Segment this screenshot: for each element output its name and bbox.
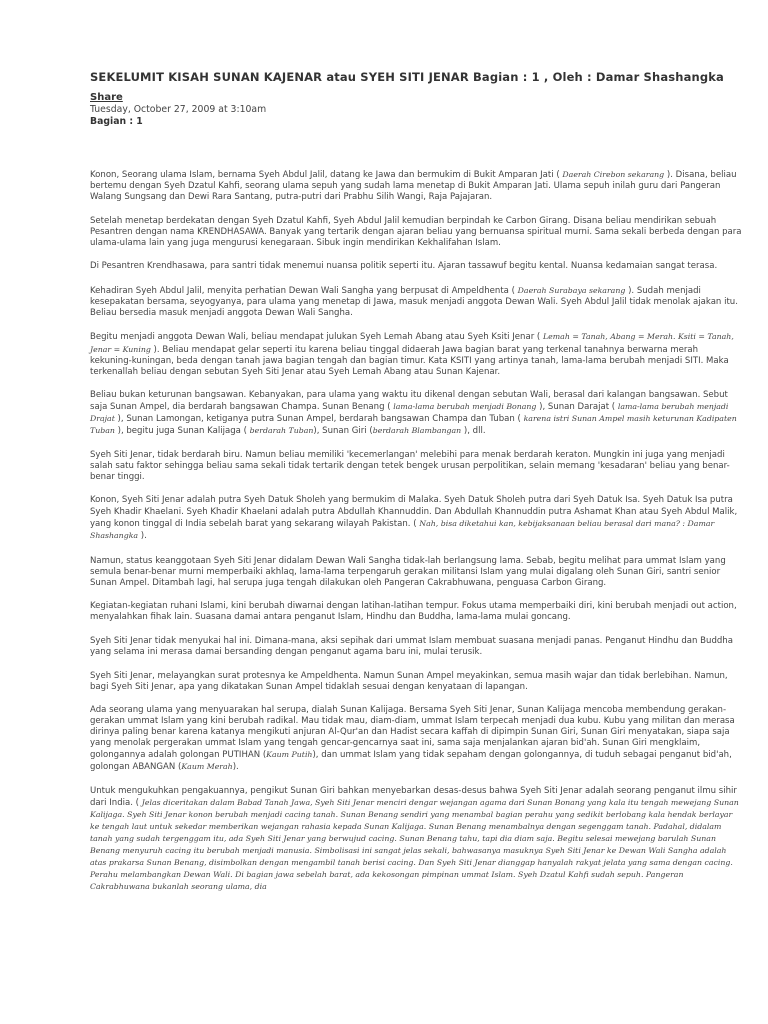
paragraph-text: ). Sudah menjadi kesepakatan bersama, seyogyanya, para ulama yang menetap di Jawa, masuk menjadi anggota Dewan Wali. Syeh Abdul Jalil tidak menolak ajakan itu. Beliau bersedia masuk menjadi anggota Dewan Wali Sangha.	[90, 285, 738, 318]
italic-note: karena istri Sunan Ampel masih keturunan Kadipaten Tuban	[90, 414, 737, 436]
paragraph-text: ), begitu juga Sunan Kalijaga (	[114, 426, 250, 437]
italic-note: berdarah Blambangan	[372, 426, 462, 436]
paragraph	[90, 261, 742, 272]
paragraph-text: Namun, status keanggotaan Syeh Siti Jenar didalam Dewan Wali Sangha tidak-lah berlangsung lama. Sebab, begitu melihat para ummat Islam yang semula benar-benar murni memperbaiki akhlaq, lama-lama terpengaruh gerakan militansi Islam yang mulai digalang oleh Sunan Giri, santri senior Sunan Ampel. Ditambah lagi, hal serupa juga tengah dilakukan oleh Pangeran Cakrabhuwana, penguasa Carbon Girang.	[90, 555, 726, 588]
paragraph	[90, 786, 742, 893]
article-body	[90, 169, 742, 906]
paragraph	[90, 390, 742, 437]
paragraph-text: Kegiatan-kegiatan ruhani Islami, kini berubah diwarnai dengan latihan-latihan tempur. Fokus utama memperbaiki diri, kini berubah menjadi out action, menyalahkan fihak lain. Suasana damai antara penganut Islam, Hindhu dan Buddha, lama-lama mulai goncang.	[90, 601, 737, 623]
paragraph-text: Ada seorang ulama yang menyuarakan hal serupa, dialah Sunan Kalijaga. Bersama Syeh Siti Jenar, Sunan Kalijaga mencoba membendung gerakan-gerakan ummat Islam yang kini berubah radikal. Mau tidak mau, diam-diam, ummat Islam terpecah menjadi dua kubu. Kubu yang militan dan merasa dirinya paling benar karena katanya mengikuti anjuran Al-Qur'an dan Hadist secara kaffah di dipimpin Sunan Giri, Sunan Giri menyatakan, siapa saja yang menolak pergerakan ummat Islam yang tengah gencar-gencarnya saat ini, sama saja menjalankan ajaran bid'ah. Sunan Giri mengklaim, golongannya adalah golongan PUTIHAN (	[90, 705, 735, 761]
paragraph-text: ), Sunan Giri (	[313, 426, 373, 437]
italic-note: lama-lama berubah menjadi Drajat	[90, 402, 729, 424]
italic-note: Nah, bisa diketahui kan, kebijaksanaan beliau berasal dari mana? : Damar Shashangka	[90, 518, 715, 540]
italic-note: Kaum Putih	[266, 750, 313, 760]
paragraph-text: Setelah menetap berdekatan dengan Syeh Dzatul Kahfi, Syeh Abdul Jalil kemudian berpindah ke Carbon Girang. Disana beliau mendirikan sebuah Pesantren dengan nama KRENDHASAWA. Banyak yang tertarik dengan ajaran beliau yang bernuansa spiritual murni. Sama sekali berbeda dengan para ulama-ulama lain yang juga mengurusi kenegaraan. Sibuk ingin mendirikan Kekhalifahan Islam.	[90, 215, 742, 248]
paragraph-text: Syeh Siti Jenar tidak menyukai hal ini. Dimana-mana, aksi sepihak dari ummat Islam membuat suasana menjadi panas. Penganut Hindhu dan Buddha yang selama ini merasa damai bersanding dengan penganut agama baru ini, mulai terusik.	[90, 635, 733, 657]
paragraph	[90, 601, 742, 623]
italic-note: berdarah Tuban	[249, 426, 314, 436]
paragraph-text: Syeh Siti Jenar, tidak berdarah biru. Namun beliau memiliki 'kecemerlangan' melebihi para menak berdarah keraton. Mungkin ini juga yang menjadi salah satu faktor sehingga beliau sama sekali tidak tertarik dengan tetek bengek urusan perpolitikan, selain memang 'kesadaran' beliau yang benar-benar tinggi.	[90, 449, 730, 482]
paragraph-text: ).	[138, 530, 147, 541]
paragraph	[90, 705, 742, 773]
page-title: SEKELUMIT KISAH SUNAN KAJENAR atau SYEH SITI JENAR Bagian : 1 , Oleh : Damar Shashangka	[90, 70, 724, 84]
italic-note: Kaum Merah	[181, 762, 233, 772]
paragraph-text: ), Sunan Darajat (	[536, 402, 618, 413]
section-label: Bagian : 1	[90, 115, 143, 127]
paragraph-text: Konon, Syeh Siti Jenar adalah putra Syeh Datuk Sholeh yang bermukim di Malaka. Syeh Datuk Sholeh putra dari Syeh Datuk Isa. Syeh Datuk Isa putra Syeh Khadir Khaelani. Syeh Khadir Khaelani adalah putra Abdullah Khannuddin. Dan Abdullah Khannuddin putra Ashamat Khan atau Syeh Abdul Malik, yang konon tinggal di India sebelah barat yang sekarang wilayah Pakistan. (	[90, 495, 738, 529]
paragraph	[90, 636, 742, 658]
italic-note: Lemah = Tanah, Abang = Merah. Ksiti = Tanah, Jenar = Kuning	[90, 332, 734, 354]
paragraph-text: ).	[232, 762, 239, 773]
paragraph	[90, 216, 742, 249]
paragraph-text: Kehadiran Syeh Abdul Jalil, menyita perhatian Dewan Wali Sangha yang berpusat di Ampeldhenta (	[90, 285, 518, 296]
paragraph-text: ), dan ummat Islam yang tidak sepaham dengan golongannya, di tuduh sebagai penganut bid'ah, golongan ABANGAN (	[90, 750, 732, 773]
paragraph-text: ). Beliau mendapat gelar seperti itu karena beliau tinggal didaerah Jawa bagian barat yang terkenal tanahnya berwarna merah kekuning-kuningan, beda dengan tanah jawa bagian tengah dan bagian timur. Kata KSITI yang artinya tanah, lama-lama berubah menjadi SITI. Maka terkenallah beliau dengan sebutan Syeh Siti Jenar atau Syeh Lemah Abang atau Sunan Kajenar.	[90, 344, 729, 377]
paragraph-text: Beliau bukan keturunan bangsawan. Kebanyakan, para ulama yang waktu itu dikenal dengan sebutan Wali, berasal dari kalangan bangsawan. Sebut saja Sunan Ampel, dia berdarah bangsawan Champa. Sunan Benang (	[90, 390, 728, 413]
share-link[interactable]: Share	[90, 91, 123, 103]
paragraph	[90, 556, 742, 589]
italic-note: Daerah Cirebon sekarang	[562, 170, 665, 179]
paragraph-text: ). Disana, beliau bertemu dengan Syeh Dzatul Kahfi, seorang ulama sepuh yang sudah lama menetap di Bukit Amparan Jati. Ulama sepuh inilah guru dari Pangeran Walang Sungsang dan Dewi Rara Santang, putra-putri dari Prabhu Silih Wangi, Raja Pajajaran.	[90, 170, 737, 203]
italic-note: Daerah Surabaya sekarang	[517, 285, 626, 295]
paragraph-text: Di Pesantren Krendhasawa, para santri tidak menemui nuansa politik seperti itu. Ajaran tassawuf begitu kental. Nuansa kedamaian sangat terasa.	[90, 261, 718, 272]
paragraph-text: Begitu menjadi anggota Dewan Wali, beliau mendapat julukan Syeh Lemah Abang atau Syeh Ksiti Jenar (	[90, 332, 543, 343]
paragraph	[90, 450, 742, 483]
paragraph-text: Konon, Seorang ulama Islam, bernama Syeh Abdul Jalil, datang ke Jawa dan bermukim di Bukit Amparan Jati (	[90, 170, 563, 180]
paragraph	[90, 495, 742, 541]
paragraph	[90, 331, 742, 377]
paragraph	[90, 169, 742, 203]
post-date: Tuesday, October 27, 2009 at 3:10am	[90, 103, 267, 115]
note-header	[90, 71, 740, 127]
paragraph-text: Untuk mengukuhkan pengakuannya, pengikut Sunan Giri bahkan menyebarkan desas-desus bahwa Syeh Siti Jenar adalah seorang penganut ilmu sihir dari India. (	[90, 785, 737, 808]
paragraph-text: ), dll.	[461, 426, 486, 437]
paragraph-text: ), Sunan Lamongan, ketiganya putra Sunan Ampel, berdarah bangsawan Champa dan Tuban (	[114, 414, 524, 425]
italic-note: lama-lama berubah menjadi Bonang	[393, 402, 537, 412]
paragraph	[90, 285, 742, 319]
paragraph-text: Syeh Siti Jenar, melayangkan surat protesnya ke Ampeldhenta. Namun Sunan Ampel meyakinkan, semua masih wajar dan tidak berlebihan. Namun, bagi Syeh Siti Jenar, apa yang dikatakan Sunan Ampel tidaklah sesuai dengan kenyataan di lapangan.	[90, 670, 728, 692]
paragraph	[90, 671, 742, 693]
italic-note: Jelas diceritakan dalam Babad Tanah Jawa, Syeh Siti Jenar menciri dengar wejangan agama dari Sunan Bonang yang kala itu tengah mewejang Sunan Kalijaga. Syeh Siti Jenar konon berubah menjadi cacing tanah. Sunan Benang sendiri yang menambal bagian perahu yang sedikit berlobang kala hendak berlayar ke tengah laut untuk sekedar memberikan wejangan rahasia kepada Sunan Kalijaga. Sunan Benang menambalnya dengan segenggam tanah. Padahal, didalam tanah yang sudah tergenggam itu, ada Syeh Siti Jenar yang berwujud cacing. Sunan Benang tahu, tapi dia diam saja. Begitu selesai mewejang barulah Sunan Benang menyuruh cacing itu berubah menjadi manusia. Simbolisasi ini sangat jelas sekali, bahwasanya masuknya Syeh Siti Jenar ke Dewan Wali Sangha adalah atas prakarsa Sunan Benang, disimbolkan dengan mengambil tanah berisi cacing. Dan Syeh Siti Jenar dianggap hanyalah rakyat jelata yang sama dengan cacing. Perahu melambangkan Dewan Wali. Di bagian jawa sebelah barat, ada kekosongan pimpinan ummat Islam. Syeh Dzatul Kahfi sudah sepuh. Pangeran Cakrabhuwana bukanlah seorang ulama, dia	[90, 797, 739, 892]
